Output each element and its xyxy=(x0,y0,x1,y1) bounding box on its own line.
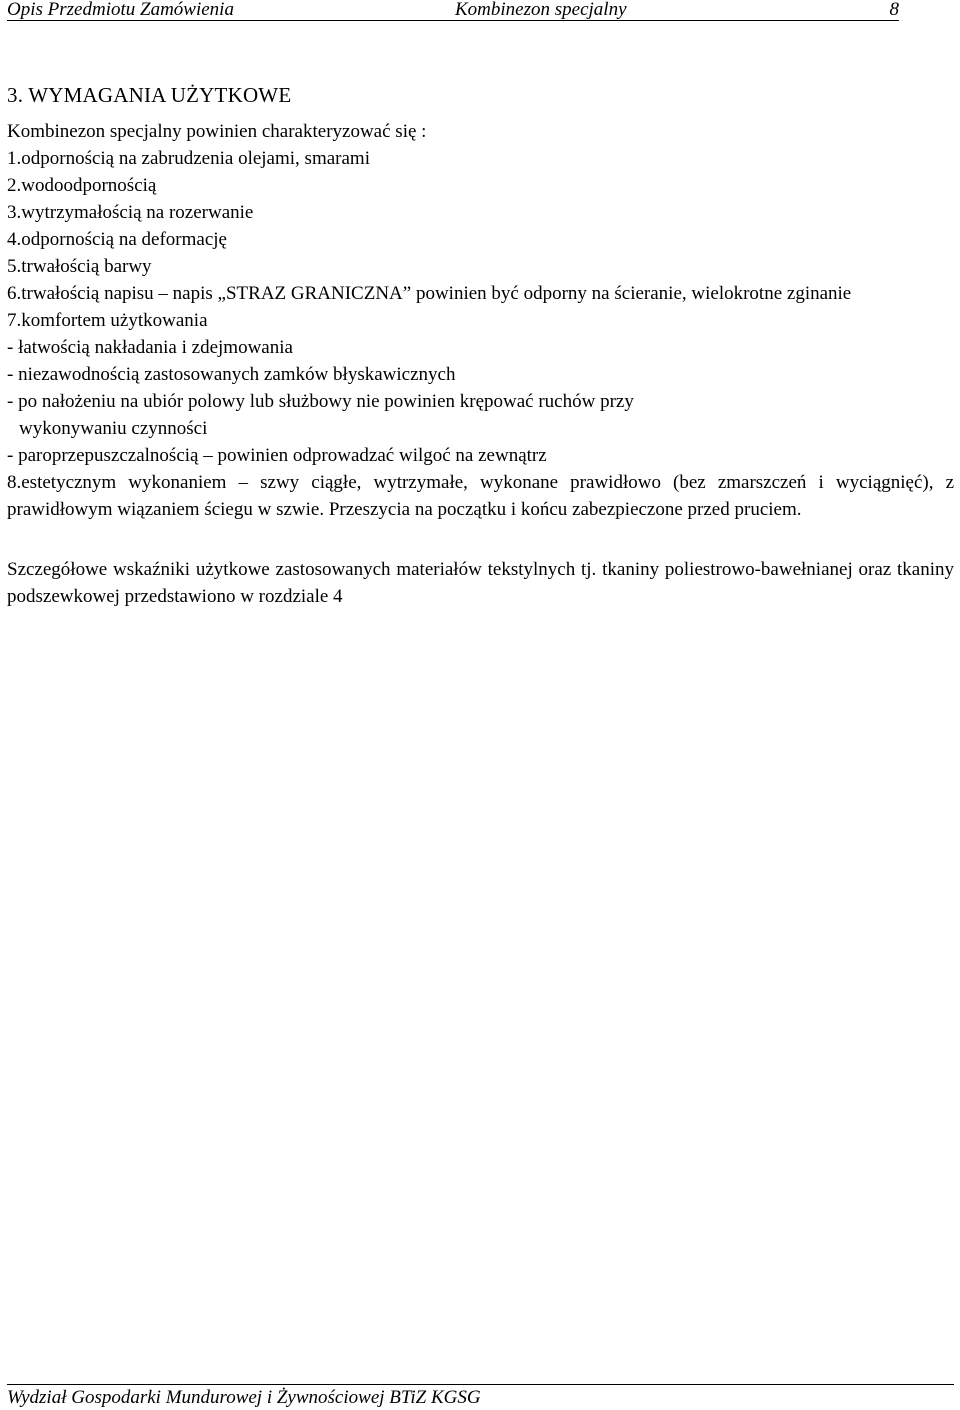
page-footer: Wydział Gospodarki Mundurowej i Żywnościowej BTiZ KGSG xyxy=(7,1384,954,1409)
header-page-number: 8 xyxy=(889,0,899,20)
sub-list-item: - łatwością nakładania i zdejmowania xyxy=(7,337,293,358)
list-item: 2.wodoodpornością xyxy=(7,175,157,196)
list-item: 3.wytrzymałością na rozerwanie xyxy=(7,202,254,223)
header-subject: Kombinezon specjalny xyxy=(455,0,627,20)
list-item: 4.odpornością na deformację xyxy=(7,229,227,250)
section-intro: Kombinezon specjalny powinien charakteryzować się : xyxy=(7,121,427,142)
list-item: 1.odpornością na zabrudzenia olejami, smarami xyxy=(7,148,370,169)
page-header xyxy=(7,0,899,21)
closing-paragraph: Szczegółowe wskaźniki użytkowe zastosowanych materiałów tekstylnych tj. tkaniny poliestrowo-bawełnianej oraz tkaniny podszewkowej przedstawiono w rozdziale 4 xyxy=(7,559,954,607)
sub-list-item: - niezawodnością zastosowanych zamków błyskawicznych xyxy=(7,364,456,385)
list-item-6: 6.trwałością napisu – napis „STRAZ GRANICZNA” powinien być odporny na ścieranie, wielokrotne zginanie xyxy=(7,283,852,304)
list-item-8: 8.estetycznym wykonaniem – szwy ciągłe, wytrzymałe, wykonane prawidłowo (bez zmarszczeń i wyciągnięć), z prawidłowym wiązaniem ściegu w szwie. Przeszycia na początku i końcu zabezpieczone przed pruciem. xyxy=(7,472,954,520)
paragraph-spacer xyxy=(7,523,954,550)
list-item: 5.trwałością barwy xyxy=(7,256,152,277)
header-document-title: Opis Przedmiotu Zamówienia xyxy=(7,0,234,20)
list-item-7: 7.komfortem użytkowania xyxy=(7,310,208,331)
page-content xyxy=(7,80,954,610)
sub-list-item-continuation: wykonywaniu czynności xyxy=(19,418,208,439)
section-heading: 3. WYMAGANIA UŻYTKOWE xyxy=(7,83,292,107)
sub-list-item: - po nałożeniu na ubiór polowy lub służbowy nie powinien krępować ruchów przy xyxy=(7,391,634,412)
sub-list-item: - paroprzepuszczalnością – powinien odprowadzać wilgoć na zewnątrz xyxy=(7,445,547,466)
